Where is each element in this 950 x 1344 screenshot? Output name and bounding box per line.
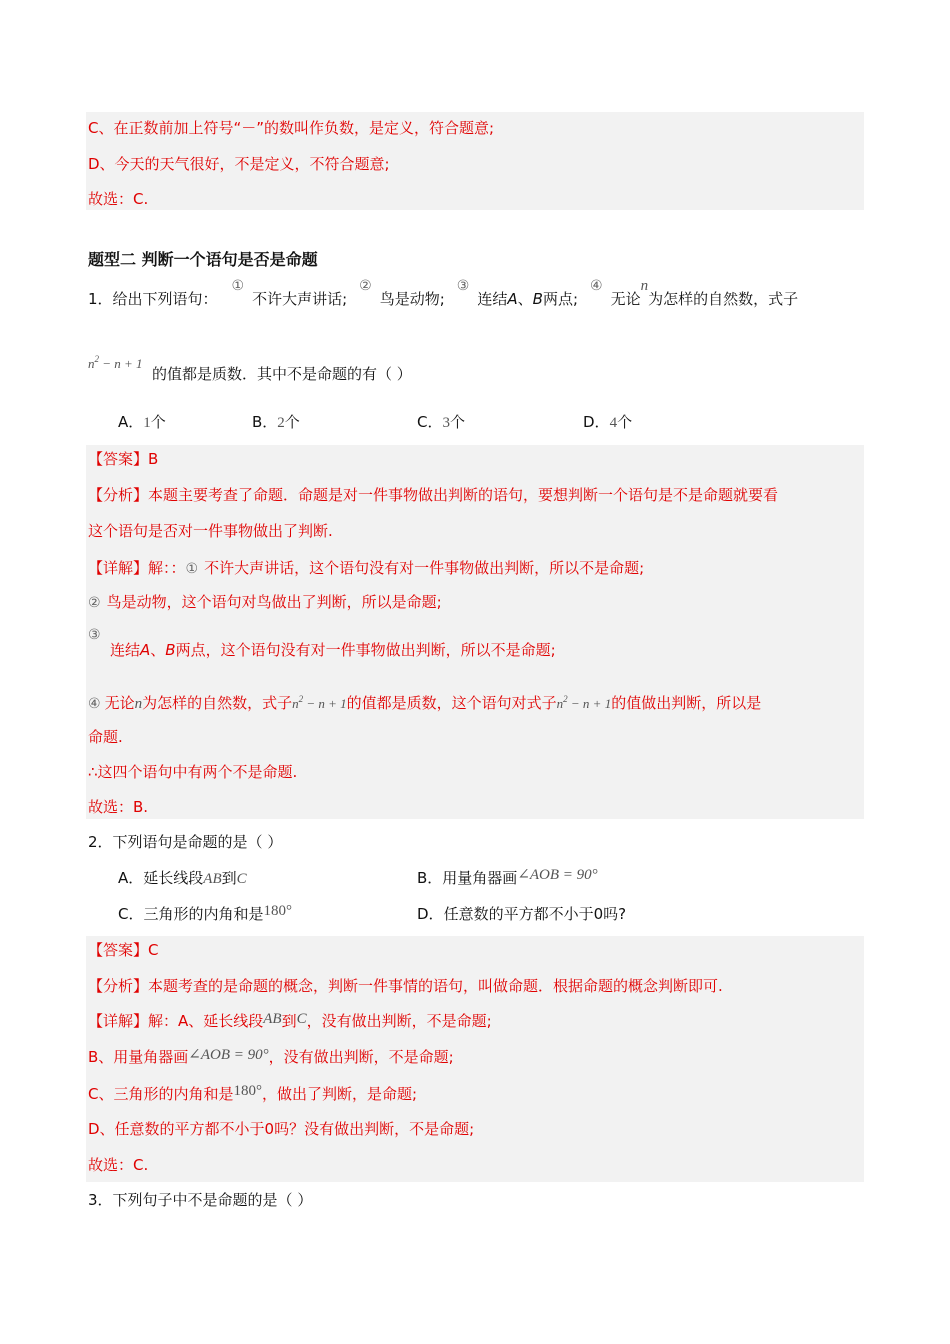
q1-separator: 、: [517, 290, 533, 308]
q1-option-a[interactable]: [118, 412, 166, 433]
q1-detail-line1: [88, 558, 644, 579]
q2-detail-a-ab: AB: [263, 1011, 282, 1027]
q1-detail-separator: 、: [150, 641, 166, 659]
q1-number: 1．给出下列语句：: [88, 290, 218, 308]
q2-detail-a-pre: 【详解】解：A、延长线段: [88, 1012, 264, 1030]
q1-detail-4-c: 的值都是质数，这个语句对式子: [346, 694, 557, 712]
q1-option-c[interactable]: [417, 412, 465, 433]
q1-circle-2: ②: [359, 278, 372, 294]
q2-detail-c-math: 180°: [233, 1083, 262, 1099]
q1-expr-exponent: 2: [94, 354, 99, 364]
q1-detail-3-post: 两点，这个语句没有对一件事物做出判断，所以不是命题;: [175, 641, 556, 659]
q1-circle-1: ①: [231, 278, 245, 294]
prev-option-c-explanation: C、在正数前加上符号“－”的数叫作负数，是定义，符合题意;: [88, 119, 495, 137]
q1-detail-line4: [88, 689, 761, 714]
q2-detail-b: [88, 1047, 454, 1068]
q2-detail-b-math: ∠AOB = 90°: [188, 1047, 269, 1063]
q1-detail-text-2: 鸟是动物，这个语句对鸟做出了判断，所以是命题;: [106, 593, 442, 611]
q2-detail-a-c: C: [296, 1011, 307, 1027]
q1-detail-expr-1-rest: − n + 1: [303, 696, 347, 711]
q1-detail-expr-2: [557, 696, 612, 711]
q2-option-c[interactable]: [118, 904, 292, 925]
q1-expr-rest: − n + 1: [99, 356, 143, 371]
q1-option-b-label: B．: [252, 413, 278, 431]
q1-statement-1: 不许大声讲话;: [252, 290, 348, 308]
q2-option-b-math: ∠AOB = 90°: [517, 867, 598, 883]
q1-option-a-value: 1: [143, 415, 151, 431]
q2-detail-a-post: ，没有做出判断，不是命题;: [306, 1012, 492, 1030]
q1-point-a: A: [507, 290, 518, 308]
q2-option-a[interactable]: [118, 868, 247, 889]
q2-stem: 2．下列语句是命题的是（ ）: [88, 833, 283, 851]
q1-detail-line2: [88, 592, 442, 613]
q1-option-c-value: 3: [442, 415, 450, 431]
q2-detail-d: D、任意数的平方都不小于0吗？没有做出判断，不是命题;: [88, 1120, 475, 1138]
q1-detail-circle-3: ③: [88, 627, 101, 643]
q2-detail-c-pre: C、三角形的内角和是: [88, 1085, 234, 1103]
q1-var-n: n: [640, 278, 649, 294]
q1-therefore: ∴这四个语句中有两个不是命题.: [88, 763, 298, 781]
q2-choose: 故选：C.: [88, 1156, 149, 1174]
q1-detail-var-n: n: [134, 696, 143, 712]
q1-expression: [88, 349, 143, 374]
q2-option-d-label: D．: [417, 905, 444, 923]
q2-option-c-label: C．: [118, 905, 144, 923]
q1-detail-4-a: 无论: [104, 694, 135, 712]
q2-option-c-text: 三角形的内角和是: [143, 905, 264, 923]
q1-detail-4-d: 的值做出判断，所以是: [611, 694, 762, 712]
prev-option-d-explanation: D、今天的天气很好，不是定义，不符合题意;: [88, 155, 390, 173]
q2-option-b-text: 用量角器画: [442, 869, 518, 887]
q1-stem-line1: [88, 278, 799, 310]
q2-detail-b-post: ，没有做出判断，不是命题;: [268, 1048, 454, 1066]
q1-detail-expr-1: [292, 696, 347, 711]
q2-detail-c: [88, 1084, 417, 1105]
q1-detail-text-1: 不许大声讲话，这个语句没有对一件事物做出判断，所以不是命题;: [204, 559, 645, 577]
q1-point-b: B: [532, 290, 543, 308]
q1-option-d-unit: 个: [617, 413, 633, 431]
q2-analysis: 【分析】本题考查的是命题的概念，判断一件事情的语句，叫做命题．根据命题的概念判断即可.: [88, 977, 723, 995]
q1-detail-expr-1-exponent: 2: [298, 694, 304, 704]
q1-option-d[interactable]: [583, 412, 632, 433]
q1-analysis-line1: 【分析】本题主要考查了命题．命题是对一件事物做出判断的语句，要想判断一个语句是不是命题就要看: [88, 486, 779, 504]
q1-detail-circle-4: ④: [88, 696, 101, 712]
q2-detail-a: [88, 1011, 492, 1032]
q1-option-b[interactable]: [252, 412, 300, 433]
q1-detail-circle-1: ①: [185, 561, 199, 577]
q2-option-d[interactable]: [417, 904, 626, 924]
q1-option-b-unit: 个: [284, 413, 300, 431]
q1-stem-end: 的值都是质数．其中不是命题的有（ ）: [152, 365, 412, 383]
q1-detail-expr-1-n: n: [292, 696, 299, 711]
q2-option-a-to: 到: [221, 869, 237, 887]
q1-detail-circle-3-wrap: [88, 624, 101, 645]
q1-statement-4-post: 为怎样的自然数，式子: [648, 290, 799, 308]
q1-option-a-unit: 个: [150, 413, 166, 431]
q2-answer: 【答案】C: [88, 941, 159, 959]
q1-detail-expr-2-n: n: [556, 696, 564, 711]
q2-option-a-ab: AB: [203, 871, 222, 887]
q1-option-b-value: 2: [277, 415, 285, 431]
q2-option-a-c: C: [236, 871, 247, 887]
q1-detail-point-a: A: [140, 641, 151, 659]
prev-choose: 故选：C.: [88, 190, 149, 208]
section-heading: 题型二 判断一个语句是否是命题: [88, 250, 318, 269]
q1-option-d-value: 4: [609, 415, 618, 431]
q1-option-a-label: A．: [118, 413, 144, 431]
q1-detail-4-b: 为怎样的自然数，式子: [142, 694, 293, 712]
q2-detail-c-post: ，做出了判断，是命题;: [261, 1085, 418, 1103]
q1-circle-3: ③: [456, 278, 470, 294]
q2-option-b-label: B．: [417, 869, 443, 887]
q1-detail-expr-2-exponent: 2: [563, 694, 568, 704]
q1-analysis-line2: 这个语句是否对一件事物做出了判断.: [88, 522, 333, 540]
q1-option-c-label: C．: [417, 413, 443, 431]
q2-option-c-math: 180°: [263, 903, 292, 919]
q2-detail-b-pre: B、用量角器画: [88, 1048, 189, 1066]
q1-circle-4: ④: [590, 278, 603, 294]
q1-detail-point-b: B: [165, 641, 176, 659]
q1-statement-3-pre: 连结: [477, 290, 508, 308]
q1-detail-3-pre: 连结: [110, 641, 141, 659]
q1-statement-2: 鸟是动物;: [379, 290, 445, 308]
q1-option-c-unit: 个: [449, 413, 465, 431]
q1-detail-expr-2-rest: − n + 1: [567, 696, 612, 711]
q1-statement-3-post: 两点;: [542, 290, 579, 308]
q2-option-b[interactable]: [417, 868, 598, 889]
q2-option-a-text: 延长线段: [143, 869, 204, 887]
q1-answer: 【答案】B: [88, 450, 159, 468]
q2-option-a-label: A．: [118, 869, 144, 887]
q1-expr-n: n: [88, 356, 95, 371]
q1-detail-line3: [110, 640, 556, 660]
q1-statement-4-pre: 无论: [610, 290, 641, 308]
q2-option-d-text: 任意数的平方都不小于0吗?: [443, 905, 627, 923]
q1-detail-line4-end: 命题.: [88, 728, 123, 746]
q2-detail-a-mid: 到: [281, 1012, 297, 1030]
q1-option-d-label: D．: [583, 413, 610, 431]
q1-choose: 故选：B.: [88, 798, 149, 816]
q1-detail-circle-2: ②: [88, 595, 101, 611]
q1-detail-label: 【详解】解：：: [88, 559, 186, 577]
q3-stem: 3．下列句子中不是命题的是（ ）: [88, 1191, 313, 1209]
